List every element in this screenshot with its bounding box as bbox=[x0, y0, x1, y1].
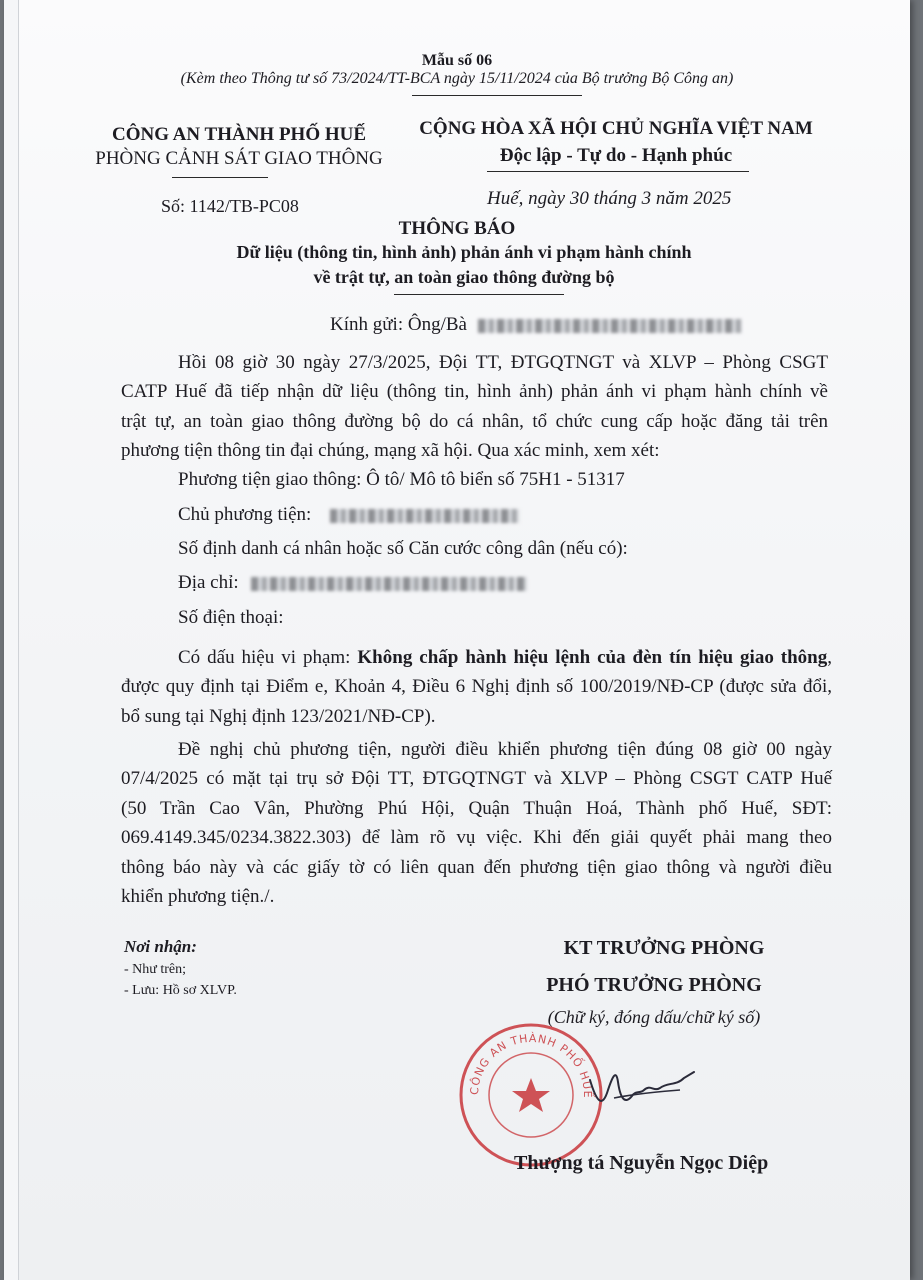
reference-underline bbox=[412, 95, 582, 96]
form-number: Mẫu số 06 bbox=[421, 52, 493, 69]
intro-line-1: Hồi 08 giờ 30 ngày 27/3/2025, Đội TT, ĐTGQTNGT và XLVP – Phòng CSGT bbox=[178, 352, 828, 373]
country-name: CỘNG HÒA XÃ HỘI CHỦ NGHĨA VIỆT NAM bbox=[419, 118, 813, 139]
intro-line-4: phương tiện thông tin đại chúng, mạng xã hội. Qua xác minh, xem xét: bbox=[121, 440, 660, 462]
intro-line-3: trật tự, an toàn giao thông đường bộ do cá nhân, tổ chức cung cấp hoặc đăng tải trên bbox=[121, 410, 828, 432]
signature bbox=[584, 1060, 714, 1120]
vehicle-line: Phương tiện giao thông: Ô tô/ Mô tô biển số 75H1 - 51317 bbox=[178, 469, 625, 490]
agency-underline bbox=[172, 177, 268, 178]
motto-underline bbox=[487, 171, 749, 172]
notice-title: THÔNG BÁO bbox=[398, 218, 516, 239]
paper-edge bbox=[4, 0, 19, 1280]
request-line-5: thông báo này và các giấy tờ có liên quan đến phương tiện giao thông và người điều bbox=[121, 856, 832, 878]
sign-role-1: KT TRƯỞNG PHÒNG bbox=[563, 937, 765, 959]
document-number: Số: 1142/TB-PC08 bbox=[161, 196, 299, 216]
notice-subtitle-1: Dữ liệu (thông tin, hình ảnh) phản ánh vi phạm hành chính bbox=[236, 242, 692, 262]
violation-text: Không chấp hành hiệu lệnh của đèn tín hiệu giao thông bbox=[357, 647, 828, 668]
paragraph-intro bbox=[121, 348, 828, 466]
owner-line bbox=[178, 504, 520, 526]
sign-note: (Chữ ký, đóng dấu/chữ ký số) bbox=[547, 1007, 761, 1027]
national-motto: Độc lập - Tự do - Hạnh phúc bbox=[499, 145, 733, 166]
owner-label: Chủ phương tiện: bbox=[178, 504, 312, 525]
place-date: Huế, ngày 30 tháng 3 năm 2025 bbox=[487, 188, 732, 209]
recipient-item-2: - Lưu: Hồ sơ XLVP. bbox=[124, 983, 237, 998]
sign-role-2: PHÓ TRƯỞNG PHÒNG bbox=[546, 974, 762, 996]
address-line bbox=[178, 572, 527, 594]
legal-basis-line-2: bổ sung tại Nghị định 123/2021/NĐ-CP). bbox=[121, 705, 436, 727]
agency-name: CÔNG AN THÀNH PHỐ HUẾ bbox=[111, 124, 367, 145]
request-line-3: (50 Trần Cao Vân, Phường Phú Hội, Quận Thuận Hoá, Thành phố Huế, SĐT: bbox=[121, 797, 832, 819]
signer-name: Thượng tá Nguyễn Ngọc Diệp bbox=[514, 1152, 769, 1174]
violation-suffix: , bbox=[827, 647, 832, 668]
stamp-text: CÔNG AN THÀNH PHỐ HUẾ bbox=[467, 1031, 595, 1099]
paragraph-violation bbox=[121, 643, 832, 731]
recipient-label: Kính gửi: Ông/Bà bbox=[330, 314, 467, 335]
paragraph-request bbox=[121, 735, 832, 911]
department-name: PHÒNG CẢNH SÁT GIAO THÔNG bbox=[95, 148, 383, 169]
id-line: Số định danh cá nhân hoặc số Căn cước công dân (nếu có): bbox=[178, 538, 628, 559]
redacted-owner-name bbox=[330, 509, 520, 523]
request-line-4: 069.4149.345/0234.3822.303) để làm rõ vụ việc. Khi đến giải quyết phải mang theo bbox=[121, 827, 832, 849]
form-reference: (Kèm theo Thông tư số 73/2024/TT-BCA ngày 15/11/2024 của Bộ trưởng Bộ Công an) bbox=[180, 70, 734, 87]
intro-line-2: CATP Huế đã tiếp nhận dữ liệu (thông tin, hình ảnh) phản ánh vi phạm hành chính về bbox=[121, 381, 828, 403]
address-label: Địa chỉ: bbox=[178, 572, 239, 593]
title-underline bbox=[394, 294, 564, 295]
redacted-address bbox=[251, 577, 527, 591]
recipient-line bbox=[330, 314, 742, 336]
phone-line: Số điện thoại: bbox=[178, 607, 284, 628]
document-page bbox=[4, 0, 910, 1280]
violation-line bbox=[121, 643, 832, 672]
violation-prefix: Có dấu hiệu vi phạm: bbox=[178, 647, 358, 668]
recipient-item-1: - Như trên; bbox=[124, 962, 187, 977]
notice-subtitle-2: về trật tự, an toàn giao thông đường bộ bbox=[313, 267, 615, 287]
recipients-title: Nơi nhận: bbox=[124, 937, 197, 956]
request-line-1: Đề nghị chủ phương tiện, người điều khiển phương tiện đúng 08 giờ 00 ngày bbox=[178, 739, 832, 760]
request-line-2: 07/4/2025 có mặt tại trụ sở Đội TT, ĐTGQTNGT và XLVP – Phòng CSGT CATP Huế bbox=[121, 768, 832, 790]
request-line-6: khiển phương tiện./. bbox=[121, 886, 275, 908]
redacted-recipient-name bbox=[478, 319, 742, 333]
legal-basis-line-1: được quy định tại Điểm e, Khoản 4, Điều 6 Nghị định số 100/2019/NĐ-CP (được sửa đổi, bbox=[121, 676, 832, 698]
